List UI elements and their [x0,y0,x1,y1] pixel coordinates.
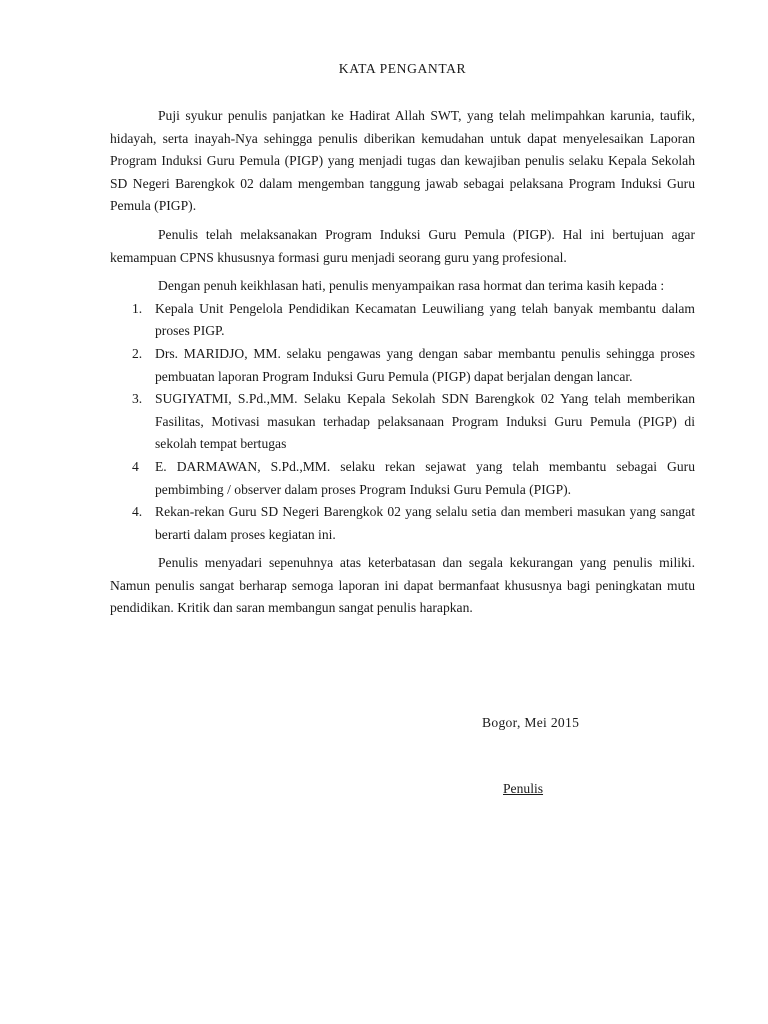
list-item-number: 2. [132,345,143,361]
paragraph-purpose: Penulis telah melaksanakan Program Induksi Guru Pemula (PIGP). Hal ini bertujuan agar kemampuan CPNS khususnya formasi guru menjadi seorang guru yang profesional. [110,226,695,265]
list-item-text: SUGIYATMI, S.Pd.,MM. Selaku Kepala Sekolah SDN Barengkok 02 Yang telah memberikan Fasilitas, Motivasi masukan terhadap pelaksanaan Program Induksi Guru Pemula (PIGP) di sekolah tempat bertugas [155,391,695,452]
list-item [110,298,695,343]
document-title: KATA PENGANTAR [338,61,467,76]
list-item-number: 3. [132,391,143,407]
list-item-text: E. DARMAWAN, S.Pd.,MM. selaku rekan sejawat yang telah membantu sebagai Guru pembimbing / observer dalam proses Program Induksi Guru Pemula (PIGP). [155,458,695,497]
list-item [110,501,695,546]
list-item-number: 1. [132,300,143,316]
document-page [110,56,695,626]
place-date: Bogor, Mei 2015 [482,715,580,730]
list-item-text: Kepala Unit Pengelola Pendidikan Kecamatan Leuwiliang yang telah banyak membantu dalam proses PIGP. [155,300,695,339]
list-item-text: Rekan-rekan Guru SD Negeri Barengkok 02 yang selalu setia dan memberi masukan yang sangat berarti dalam proses kegiatan ini. [155,504,695,542]
author-signature: Penulis [503,781,544,796]
paragraph-intro: Puji syukur penulis panjatkan ke Hadirat Allah SWT, yang telah melimpahkan karunia, taufik, hidayah, serta inayah-Nya sehingga penulis diberikan kemudahan untuk dapat menyelesaikan Laporan Program Induksi Guru Pemula (PIGP) yang menjadi tugas dan kewajiban penulis selaku Kepala Sekolah SD Negeri Barengkok 02 dalam mengemban tanggung jawab sebagai pelaksana Program Induksi Guru Pemula (PIGP). [110,108,695,214]
paragraph-closing: Penulis menyadari sepenuhnya atas keterbatasan dan segala kekurangan yang penulis miliki. Namun penulis sangat berharap semoga laporan ini dapat bermanfaat khususnya bagi peningkatan mutu pendidikan. Kritik dan saran membangun sangat penulis harapkan. [110,555,695,616]
paragraph-thanks-intro: Dengan penuh keikhlasan hati, penulis menyampaikan rasa hormat dan terima kasih kepada : [158,278,665,294]
list-item [110,388,695,456]
list-item-text: Drs. MARIDJO, MM. selaku pengawas yang dengan sabar membantu penulis sehingga proses pembuatan laporan Program Induksi Guru Pemula (PIGP) dapat berjalan dengan lancar. [155,345,695,384]
list-item [110,343,695,388]
list-item [110,456,695,501]
acknowledgement-list [110,298,695,547]
list-item-number: 4 [132,458,139,474]
list-item-number: 4. [132,504,143,520]
